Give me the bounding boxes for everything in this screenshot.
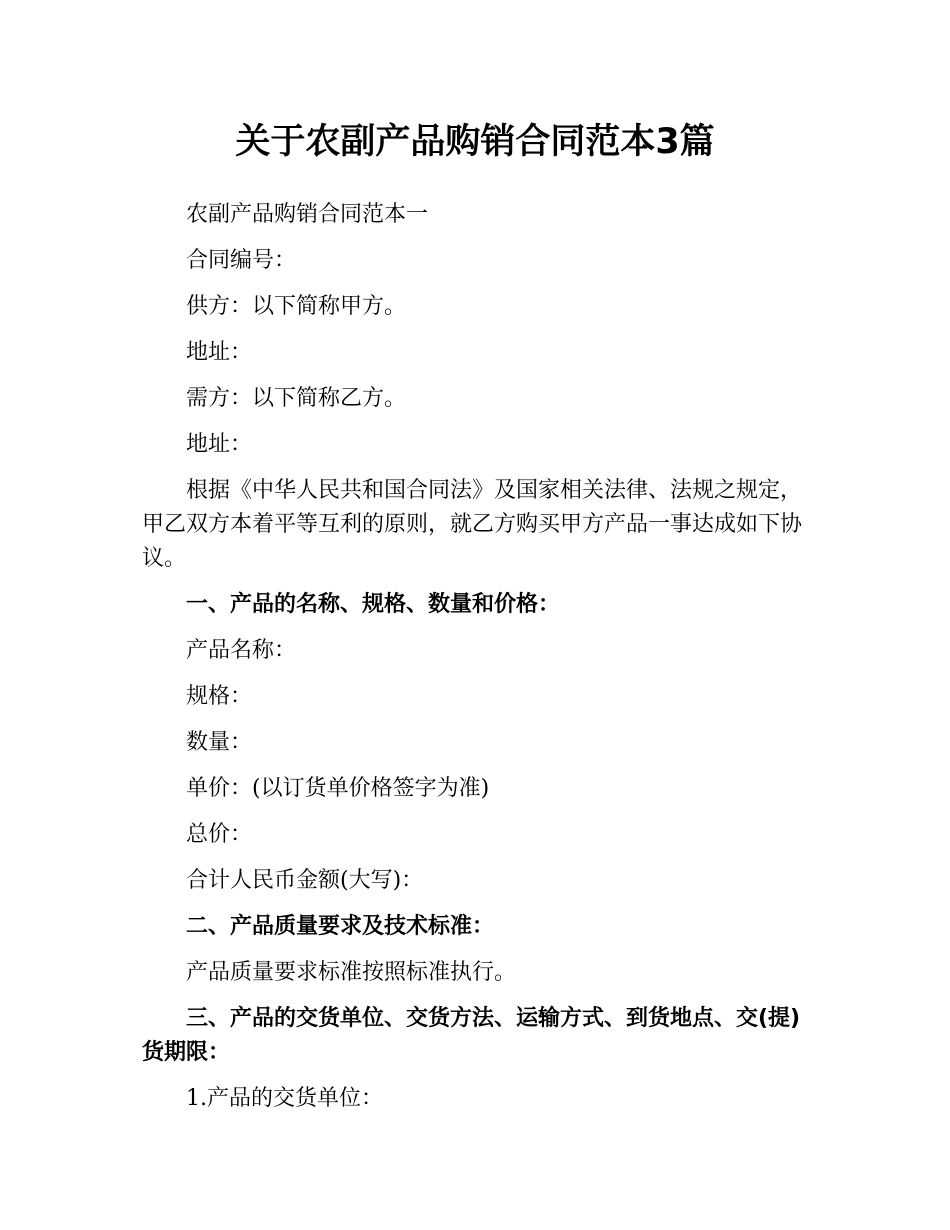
paragraph-supplier: 供方：以下简称甲方。 <box>186 294 407 319</box>
clause-heading-1: 一、产品的名称、规格、数量和价格： <box>186 592 561 617</box>
paragraph-preamble: 根据《中华人民共和国合同法》及国家相关法律、法规之规定，甲乙双方本着平等互利的原则，就乙方购买甲方产品一事达成如下协议。 <box>142 478 803 571</box>
document-body <box>142 198 810 1128</box>
paragraph-contract-number: 合同编号： <box>186 248 297 273</box>
paragraph-section-heading: 农副产品购销合同范本一 <box>186 202 429 227</box>
paragraph-buyer-address: 地址： <box>186 432 253 457</box>
paragraph-total-price: 总价： <box>186 822 253 847</box>
document-title: 关于农副产品购销合同范本3篇 <box>235 122 715 162</box>
paragraph-product-name: 产品名称： <box>186 638 297 663</box>
paragraph-unit-price: 单价：(以订货单价格签字为准) <box>186 776 490 801</box>
paragraph-quantity: 数量： <box>186 730 253 755</box>
paragraph-total-amount: 合计人民币金额(大写)： <box>186 868 424 893</box>
paragraph-buyer: 需方：以下简称乙方。 <box>186 386 407 411</box>
paragraph-delivery-unit: 1.产品的交货单位： <box>186 1086 383 1111</box>
paragraph-supplier-address: 地址： <box>186 340 253 365</box>
paragraph-quality-standard: 产品质量要求标准按照标准执行。 <box>186 960 517 985</box>
paragraph-spec: 规格： <box>186 684 253 709</box>
clause-heading-2: 二、产品质量要求及技术标准： <box>186 914 495 939</box>
clause-heading-3: 三、产品的交货单位、交货方法、运输方式、到货地点、交(提)货期限： <box>142 1006 801 1065</box>
